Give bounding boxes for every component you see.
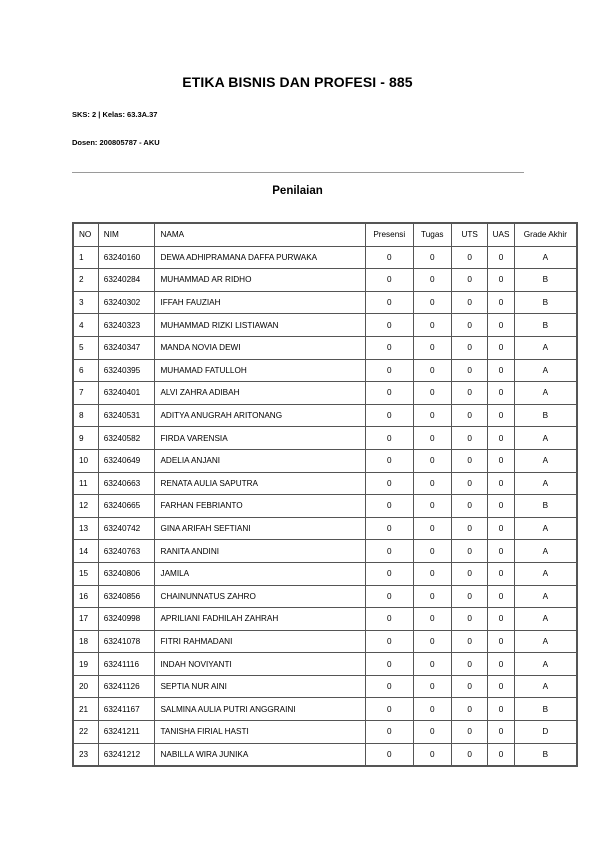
cell-grade-akhir: A — [514, 246, 577, 269]
table-row — [73, 743, 577, 766]
cell-presensi: 0 — [365, 562, 413, 585]
table-row — [73, 495, 577, 518]
cell-nama: FITRI RAHMADANI — [155, 630, 366, 653]
cell-no: 22 — [73, 721, 98, 744]
cell-presensi: 0 — [365, 449, 413, 472]
cell-uas: 0 — [488, 359, 514, 382]
cell-uts: 0 — [451, 698, 487, 721]
cell-uts: 0 — [451, 495, 487, 518]
cell-no: 1 — [73, 246, 98, 269]
table-row — [73, 540, 577, 563]
cell-uas: 0 — [488, 540, 514, 563]
cell-nim: 63240998 — [98, 608, 155, 631]
cell-grade-akhir: B — [514, 314, 577, 337]
cell-grade-akhir: A — [514, 517, 577, 540]
cell-uts: 0 — [451, 291, 487, 314]
cell-tugas: 0 — [413, 608, 451, 631]
header-tugas: Tugas — [413, 223, 451, 246]
cell-no: 3 — [73, 291, 98, 314]
cell-grade-akhir: A — [514, 585, 577, 608]
cell-nama: JAMILA — [155, 562, 366, 585]
cell-no: 10 — [73, 449, 98, 472]
cell-nama: APRILIANI FADHILAH ZAHRAH — [155, 608, 366, 631]
cell-nim: 63240302 — [98, 291, 155, 314]
cell-no: 9 — [73, 427, 98, 450]
cell-no: 5 — [73, 336, 98, 359]
cell-nama: RENATA AULIA SAPUTRA — [155, 472, 366, 495]
cell-nim: 63241078 — [98, 630, 155, 653]
cell-presensi: 0 — [365, 291, 413, 314]
cell-nim: 63240763 — [98, 540, 155, 563]
cell-nama: MANDA NOVIA DEWI — [155, 336, 366, 359]
cell-uas: 0 — [488, 743, 514, 766]
cell-presensi: 0 — [365, 675, 413, 698]
cell-tugas: 0 — [413, 562, 451, 585]
cell-uas: 0 — [488, 721, 514, 744]
cell-no: 19 — [73, 653, 98, 676]
cell-uts: 0 — [451, 246, 487, 269]
cell-presensi: 0 — [365, 382, 413, 405]
cell-tugas: 0 — [413, 291, 451, 314]
table-row — [73, 449, 577, 472]
cell-presensi: 0 — [365, 472, 413, 495]
table-row — [73, 336, 577, 359]
cell-tugas: 0 — [413, 427, 451, 450]
cell-uas: 0 — [488, 404, 514, 427]
table-row — [73, 472, 577, 495]
table-row — [73, 585, 577, 608]
header-nama: NAMA — [155, 223, 366, 246]
section-title: Penilaian — [272, 185, 323, 197]
cell-presensi: 0 — [365, 269, 413, 292]
cell-grade-akhir: A — [514, 653, 577, 676]
cell-tugas: 0 — [413, 449, 451, 472]
cell-tugas: 0 — [413, 472, 451, 495]
cell-presensi: 0 — [365, 495, 413, 518]
cell-presensi: 0 — [365, 743, 413, 766]
cell-tugas: 0 — [413, 540, 451, 563]
cell-uas: 0 — [488, 269, 514, 292]
lecturer-info: Dosen: 200805787 - AKU — [72, 138, 160, 147]
cell-tugas: 0 — [413, 382, 451, 405]
cell-uas: 0 — [488, 427, 514, 450]
table-row — [73, 608, 577, 631]
cell-grade-akhir: A — [514, 472, 577, 495]
table-row — [73, 517, 577, 540]
cell-nama: CHAINUNNATUS ZAHRO — [155, 585, 366, 608]
table-row — [73, 630, 577, 653]
cell-nama: NABILLA WIRA JUNIKA — [155, 743, 366, 766]
cell-tugas: 0 — [413, 404, 451, 427]
table-row — [73, 291, 577, 314]
cell-nim: 63240649 — [98, 449, 155, 472]
cell-grade-akhir: B — [514, 743, 577, 766]
cell-uts: 0 — [451, 382, 487, 405]
table-row — [73, 246, 577, 269]
cell-uas: 0 — [488, 517, 514, 540]
cell-presensi: 0 — [365, 698, 413, 721]
cell-presensi: 0 — [365, 540, 413, 563]
table-row — [73, 404, 577, 427]
cell-nim: 63240401 — [98, 382, 155, 405]
cell-tugas: 0 — [413, 246, 451, 269]
cell-presensi: 0 — [365, 427, 413, 450]
cell-uts: 0 — [451, 427, 487, 450]
cell-nim: 63240531 — [98, 404, 155, 427]
table-row — [73, 269, 577, 292]
cell-no: 15 — [73, 562, 98, 585]
table-row — [73, 382, 577, 405]
cell-presensi: 0 — [365, 721, 413, 744]
cell-no: 23 — [73, 743, 98, 766]
cell-grade-akhir: A — [514, 562, 577, 585]
cell-no: 17 — [73, 608, 98, 631]
cell-nama: SALMINA AULIA PUTRI ANGGRAINI — [155, 698, 366, 721]
cell-uas: 0 — [488, 585, 514, 608]
cell-uts: 0 — [451, 630, 487, 653]
cell-grade-akhir: A — [514, 427, 577, 450]
cell-nim: 63241116 — [98, 653, 155, 676]
cell-no: 2 — [73, 269, 98, 292]
cell-tugas: 0 — [413, 359, 451, 382]
cell-no: 6 — [73, 359, 98, 382]
table-row — [73, 653, 577, 676]
cell-presensi: 0 — [365, 630, 413, 653]
cell-nim: 63241212 — [98, 743, 155, 766]
cell-tugas: 0 — [413, 630, 451, 653]
cell-nama: FARHAN FEBRIANTO — [155, 495, 366, 518]
cell-uts: 0 — [451, 743, 487, 766]
cell-nim: 63240665 — [98, 495, 155, 518]
cell-uas: 0 — [488, 698, 514, 721]
cell-nama: ADELIA ANJANI — [155, 449, 366, 472]
cell-tugas: 0 — [413, 336, 451, 359]
cell-uas: 0 — [488, 472, 514, 495]
cell-tugas: 0 — [413, 495, 451, 518]
cell-no: 7 — [73, 382, 98, 405]
table-row — [73, 427, 577, 450]
cell-nim: 63240806 — [98, 562, 155, 585]
cell-tugas: 0 — [413, 585, 451, 608]
cell-presensi: 0 — [365, 359, 413, 382]
cell-uas: 0 — [488, 608, 514, 631]
cell-uts: 0 — [451, 517, 487, 540]
cell-tugas: 0 — [413, 269, 451, 292]
cell-uas: 0 — [488, 314, 514, 337]
cell-nama: INDAH NOVIYANTI — [155, 653, 366, 676]
cell-nim: 63241126 — [98, 675, 155, 698]
cell-grade-akhir: A — [514, 608, 577, 631]
cell-tugas: 0 — [413, 698, 451, 721]
cell-tugas: 0 — [413, 721, 451, 744]
cell-nim: 63240323 — [98, 314, 155, 337]
cell-presensi: 0 — [365, 653, 413, 676]
cell-nim: 63241167 — [98, 698, 155, 721]
cell-grade-akhir: A — [514, 359, 577, 382]
table-row — [73, 721, 577, 744]
cell-nama: TANISHA FIRIAL HASTI — [155, 721, 366, 744]
header-no: NO — [73, 223, 98, 246]
cell-nama: GINA ARIFAH SEFTIANI — [155, 517, 366, 540]
cell-no: 21 — [73, 698, 98, 721]
cell-uts: 0 — [451, 653, 487, 676]
cell-no: 20 — [73, 675, 98, 698]
cell-nama: RANITA ANDINI — [155, 540, 366, 563]
table-row — [73, 562, 577, 585]
cell-grade-akhir: A — [514, 449, 577, 472]
cell-uas: 0 — [488, 336, 514, 359]
table-row — [73, 359, 577, 382]
cell-uas: 0 — [488, 653, 514, 676]
cell-nama: IFFAH FAUZIAH — [155, 291, 366, 314]
header-nim: NIM — [98, 223, 155, 246]
cell-uts: 0 — [451, 675, 487, 698]
cell-tugas: 0 — [413, 675, 451, 698]
cell-presensi: 0 — [365, 246, 413, 269]
cell-nama: ALVI ZAHRA ADIBAH — [155, 382, 366, 405]
cell-nama: ADITYA ANUGRAH ARITONANG — [155, 404, 366, 427]
cell-uts: 0 — [451, 585, 487, 608]
cell-nim: 63240856 — [98, 585, 155, 608]
cell-presensi: 0 — [365, 314, 413, 337]
cell-grade-akhir: D — [514, 721, 577, 744]
cell-grade-akhir: B — [514, 269, 577, 292]
cell-uts: 0 — [451, 404, 487, 427]
cell-uas: 0 — [488, 382, 514, 405]
cell-tugas: 0 — [413, 517, 451, 540]
cell-presensi: 0 — [365, 585, 413, 608]
cell-nim: 63240742 — [98, 517, 155, 540]
cell-nim: 63240347 — [98, 336, 155, 359]
cell-tugas: 0 — [413, 653, 451, 676]
cell-uas: 0 — [488, 562, 514, 585]
cell-grade-akhir: B — [514, 404, 577, 427]
cell-nama: DEWA ADHIPRAMANA DAFFA PURWAKA — [155, 246, 366, 269]
cell-grade-akhir: B — [514, 291, 577, 314]
cell-nim: 63240663 — [98, 472, 155, 495]
cell-grade-akhir: A — [514, 540, 577, 563]
cell-no: 11 — [73, 472, 98, 495]
cell-no: 13 — [73, 517, 98, 540]
cell-uts: 0 — [451, 721, 487, 744]
cell-uas: 0 — [488, 675, 514, 698]
cell-no: 18 — [73, 630, 98, 653]
cell-grade-akhir: B — [514, 495, 577, 518]
cell-uts: 0 — [451, 336, 487, 359]
cell-nama: FIRDA VARENSIA — [155, 427, 366, 450]
cell-no: 8 — [73, 404, 98, 427]
cell-no: 14 — [73, 540, 98, 563]
cell-nim: 63241211 — [98, 721, 155, 744]
cell-grade-akhir: B — [514, 698, 577, 721]
cell-uts: 0 — [451, 540, 487, 563]
grades-table — [72, 222, 578, 767]
cell-nama: SEPTIA NUR AINI — [155, 675, 366, 698]
table-row — [73, 698, 577, 721]
cell-nim: 63240160 — [98, 246, 155, 269]
cell-uas: 0 — [488, 246, 514, 269]
cell-nama: MUHAMMAD AR RIDHO — [155, 269, 366, 292]
cell-grade-akhir: A — [514, 630, 577, 653]
cell-no: 16 — [73, 585, 98, 608]
cell-uas: 0 — [488, 291, 514, 314]
cell-presensi: 0 — [365, 404, 413, 427]
table-row — [73, 314, 577, 337]
cell-grade-akhir: A — [514, 336, 577, 359]
cell-grade-akhir: A — [514, 382, 577, 405]
table-row — [73, 675, 577, 698]
cell-presensi: 0 — [365, 608, 413, 631]
header-presensi: Presensi — [365, 223, 413, 246]
cell-uas: 0 — [488, 449, 514, 472]
course-title: ETIKA BISNIS DAN PROFESI - 885 — [182, 74, 413, 90]
cell-uas: 0 — [488, 495, 514, 518]
sks-class-info: SKS: 2 | Kelas: 63.3A.37 — [72, 110, 158, 119]
header-uas: UAS — [488, 223, 514, 246]
cell-uas: 0 — [488, 630, 514, 653]
cell-grade-akhir: A — [514, 675, 577, 698]
cell-nim: 63240582 — [98, 427, 155, 450]
cell-presensi: 0 — [365, 517, 413, 540]
cell-nim: 63240395 — [98, 359, 155, 382]
cell-uts: 0 — [451, 608, 487, 631]
cell-uts: 0 — [451, 269, 487, 292]
header-grade-akhir: Grade Akhir — [514, 223, 577, 246]
cell-no: 12 — [73, 495, 98, 518]
header-uts: UTS — [451, 223, 487, 246]
cell-nama: MUHAMMAD RIZKI LISTIAWAN — [155, 314, 366, 337]
cell-tugas: 0 — [413, 743, 451, 766]
cell-uts: 0 — [451, 562, 487, 585]
divider — [72, 172, 524, 173]
cell-no: 4 — [73, 314, 98, 337]
cell-tugas: 0 — [413, 314, 451, 337]
cell-uts: 0 — [451, 359, 487, 382]
cell-uts: 0 — [451, 314, 487, 337]
cell-presensi: 0 — [365, 336, 413, 359]
cell-nama: MUHAMAD FATULLOH — [155, 359, 366, 382]
table-header-row — [73, 223, 577, 246]
cell-uts: 0 — [451, 472, 487, 495]
cell-uts: 0 — [451, 449, 487, 472]
cell-nim: 63240284 — [98, 269, 155, 292]
